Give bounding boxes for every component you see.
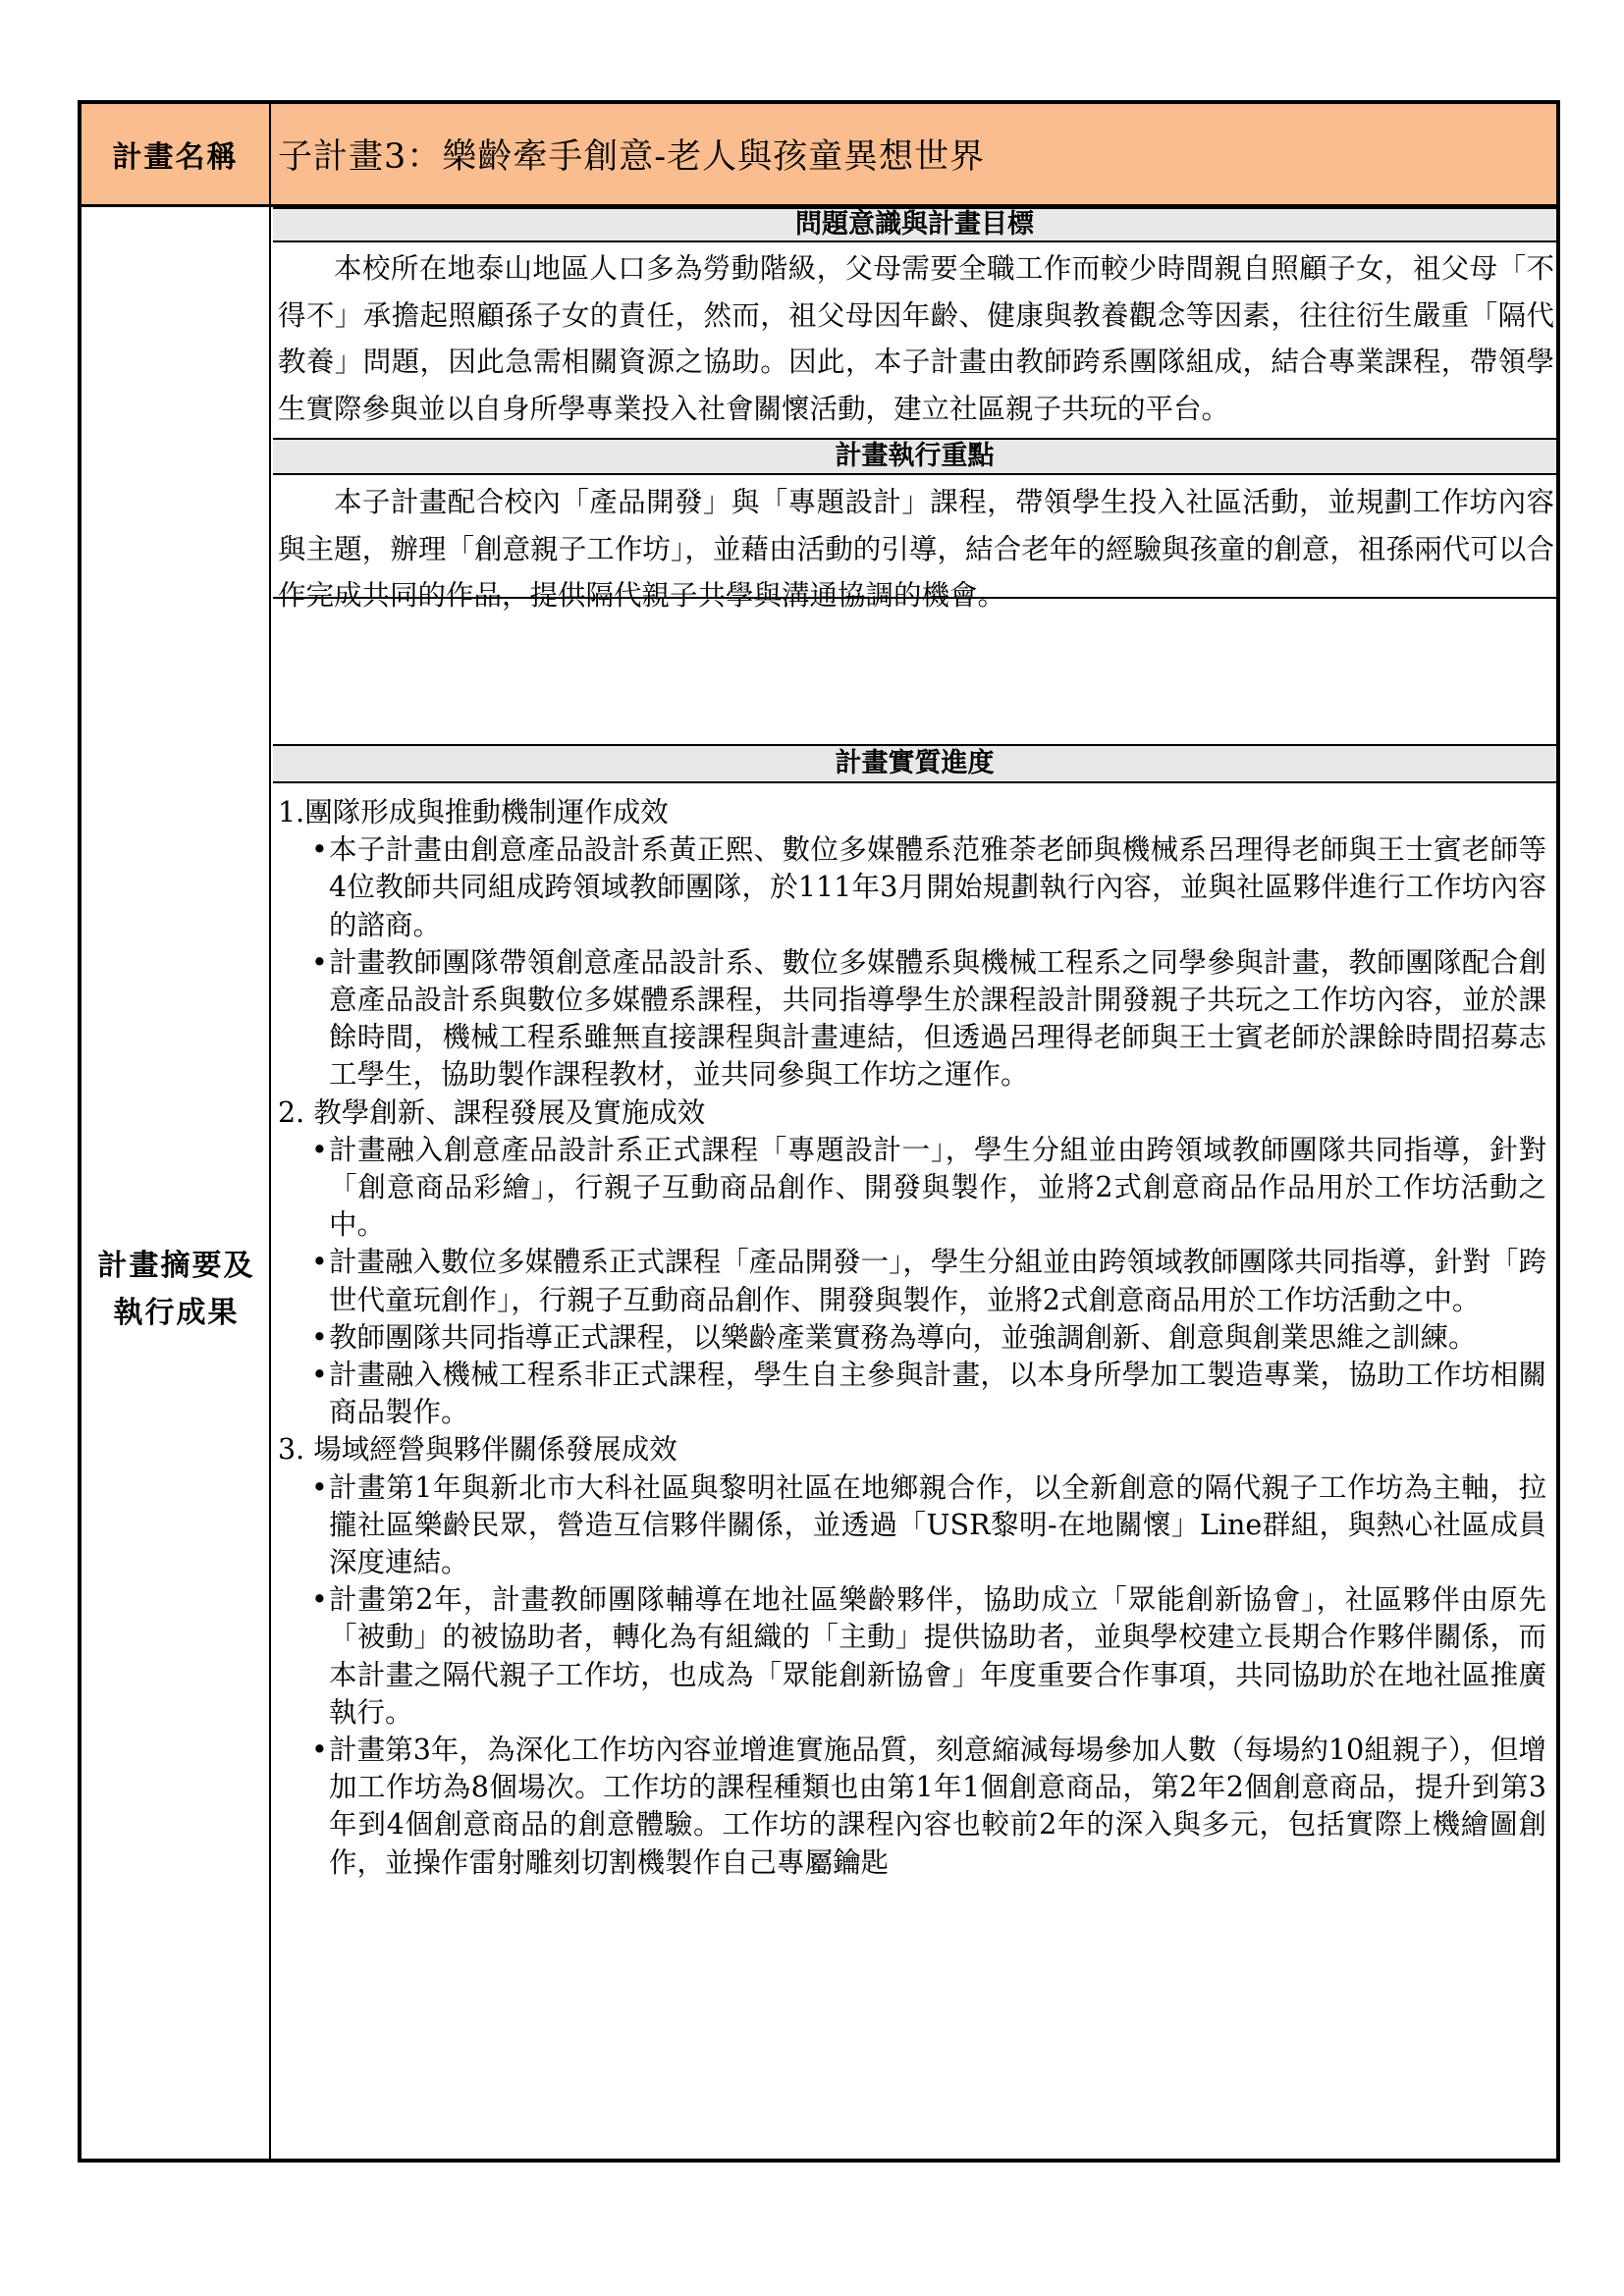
progress-heading-team: 1.團隊形成與推動機制運作成效 — [278, 796, 669, 828]
list-item: • 計畫第2年，計畫教師團隊輔導在地社區樂齡夥伴，協助成立「眾能創新協會」，社區夥伴由原先「被動」的被協助者，轉化為有組織的「主動」提供協助者，並與學校建立長期合作夥伴關係，而本計畫之隔代親子工作坊，也成為「眾能創新協會」年度重要合作事項，共同協助於在地社區推廣執行。 — [311, 1583, 1546, 1729]
project-table — [78, 100, 1560, 2163]
summary-label-line1: 計畫摘要及 — [97, 1249, 255, 1283]
problem-text-block — [278, 245, 1554, 432]
problem-paragraph: 本校所在地泰山地區人口多為勞動階級，父母需要全職工作而較少時間親自照顧子女，祖父母「不得不」承擔起照顧孫子女的責任，然而，祖父母因年齡、健康與教養觀念等因素，往往衍生嚴重「隔代教養」問題，因此急需相關資源之協助。因此，本子計畫由教師跨系團隊組成，結合專業課程，帶領學生實際參與並以自身所學專業投入社會關懷活動，建立社區親子共玩的平台。 — [278, 252, 1554, 425]
bullet-icon: • — [311, 1133, 328, 1166]
focus-paragraph: 本子計畫配合校內「產品開發」與「專題設計」課程，帶領學生投入社區活動，並規劃工作坊內容與主題，辦理「創意親子工作坊」，並藉由活動的引導，結合老年的經驗與孩童的創意，祖孫兩代可以合作完成共同的作品，提供隔代親子共學與溝通協調的機會。 — [278, 486, 1554, 612]
list-item: • 計畫第1年與新北市大科社區與黎明社區在地鄉親合作，以全新創意的隔代親子工作坊為主軸，拉攏社區樂齡民眾，營造互信夥伴關係，並透過「USR黎明-在地關懷」Line群組，與熱心社區成員深度連結。 — [311, 1470, 1546, 1579]
bullet-icon: • — [311, 1246, 328, 1279]
section-heading-focus: 計畫執行重點 — [273, 438, 1556, 475]
list-item: • 本子計畫由創意產品設計系黃正熙、數位多媒體系范雅荼老師與機械系呂理得老師與王士賓老師等4位教師共同組成跨領域教師團隊，於111年3月開始規劃執行內容，並與社區夥伴進行工作坊內容的諮商。 — [311, 833, 1546, 941]
list-item: • 計畫融入機械工程系非正式課程，學生自主參與計畫，以本身所學加工製造專業，協助工作坊相關商品製作。 — [311, 1359, 1546, 1429]
list-item: • 計畫教師團隊帶領創意產品設計系、數位多媒體系與機械工程系之同學參與計畫，教師團隊配合創意產品設計系與數位多媒體系課程，共同指導學生於課程設計開發親子共玩之工作坊內容，並於課餘時間，機械工程系雖無直接課程與計畫連結，但透過呂理得老師與王士賓老師於課餘時間招募志工學生，協助製作課程教材，並共同參與工作坊之運作。 — [311, 945, 1546, 1092]
bullet-icon: • — [311, 1359, 328, 1392]
section-heading-problem: 問題意識與計畫目標 — [273, 207, 1556, 242]
bullet-icon: • — [311, 1734, 328, 1767]
bullet-icon: • — [311, 1320, 328, 1354]
progress-heading-teaching: 2. 教學創新、課程發展及實施成效 — [278, 1095, 706, 1129]
bullet-icon: • — [311, 1470, 328, 1504]
section-heading-progress: 計畫實質進度 — [273, 744, 1556, 783]
summary-label-cell — [81, 207, 271, 2159]
project-name-label: 計畫名稱 — [81, 104, 271, 204]
bullet-icon: • — [311, 1583, 328, 1617]
list-item: • 教師團隊共同指導正式課程，以樂齡產業實務為導向，並強調創新、創意與創業思維之訓練。 — [278, 1319, 1554, 1357]
list-item: • 計畫融入數位多媒體系正式課程「產品開發一」，學生分組並由跨領域教師團隊共同指導，針對「跨世代童玩創作」，行親子互動商品創作、開發與製作，並將2式創意商品用於工作坊活動之中。 — [311, 1246, 1546, 1316]
progress-list — [278, 794, 1554, 1882]
summary-label — [81, 1243, 271, 1337]
bullet-icon: • — [311, 945, 328, 979]
section-divider — [273, 597, 1556, 599]
project-name-value: 子計畫3：樂齡牽手創意-老人與孩童異想世界 — [278, 137, 986, 177]
list-item: • 計畫融入創意產品設計系正式課程「專題設計一」，學生分組並由跨領域教師團隊共同指導，針對「創意商品彩繪」，行親子互動商品創作、開發與製作，並將2式創意商品作品用於工作坊活動之中。 — [311, 1133, 1546, 1242]
list-item: • 計畫第3年，為深化工作坊內容並增進實施品質，刻意縮減每場參加人數（每場約10組親子），但增加工作坊為8個場次。工作坊的課程種類也由第1年1個創意商品，第2年2個創意商品，提升到第3年到4個創意商品的創意體驗。工作坊的課程內容也較前2年的深入與多元，包括實際上機繪圖創作，並操作雷射雕刻切割機製作自己專屬鑰匙 — [311, 1734, 1546, 1879]
progress-heading-field: 3. 場域經營與夥伴關係發展成效 — [278, 1433, 677, 1467]
bullet-icon: • — [311, 833, 328, 867]
summary-label-line2: 執行成果 — [113, 1296, 240, 1330]
project-name-row — [81, 104, 1556, 207]
